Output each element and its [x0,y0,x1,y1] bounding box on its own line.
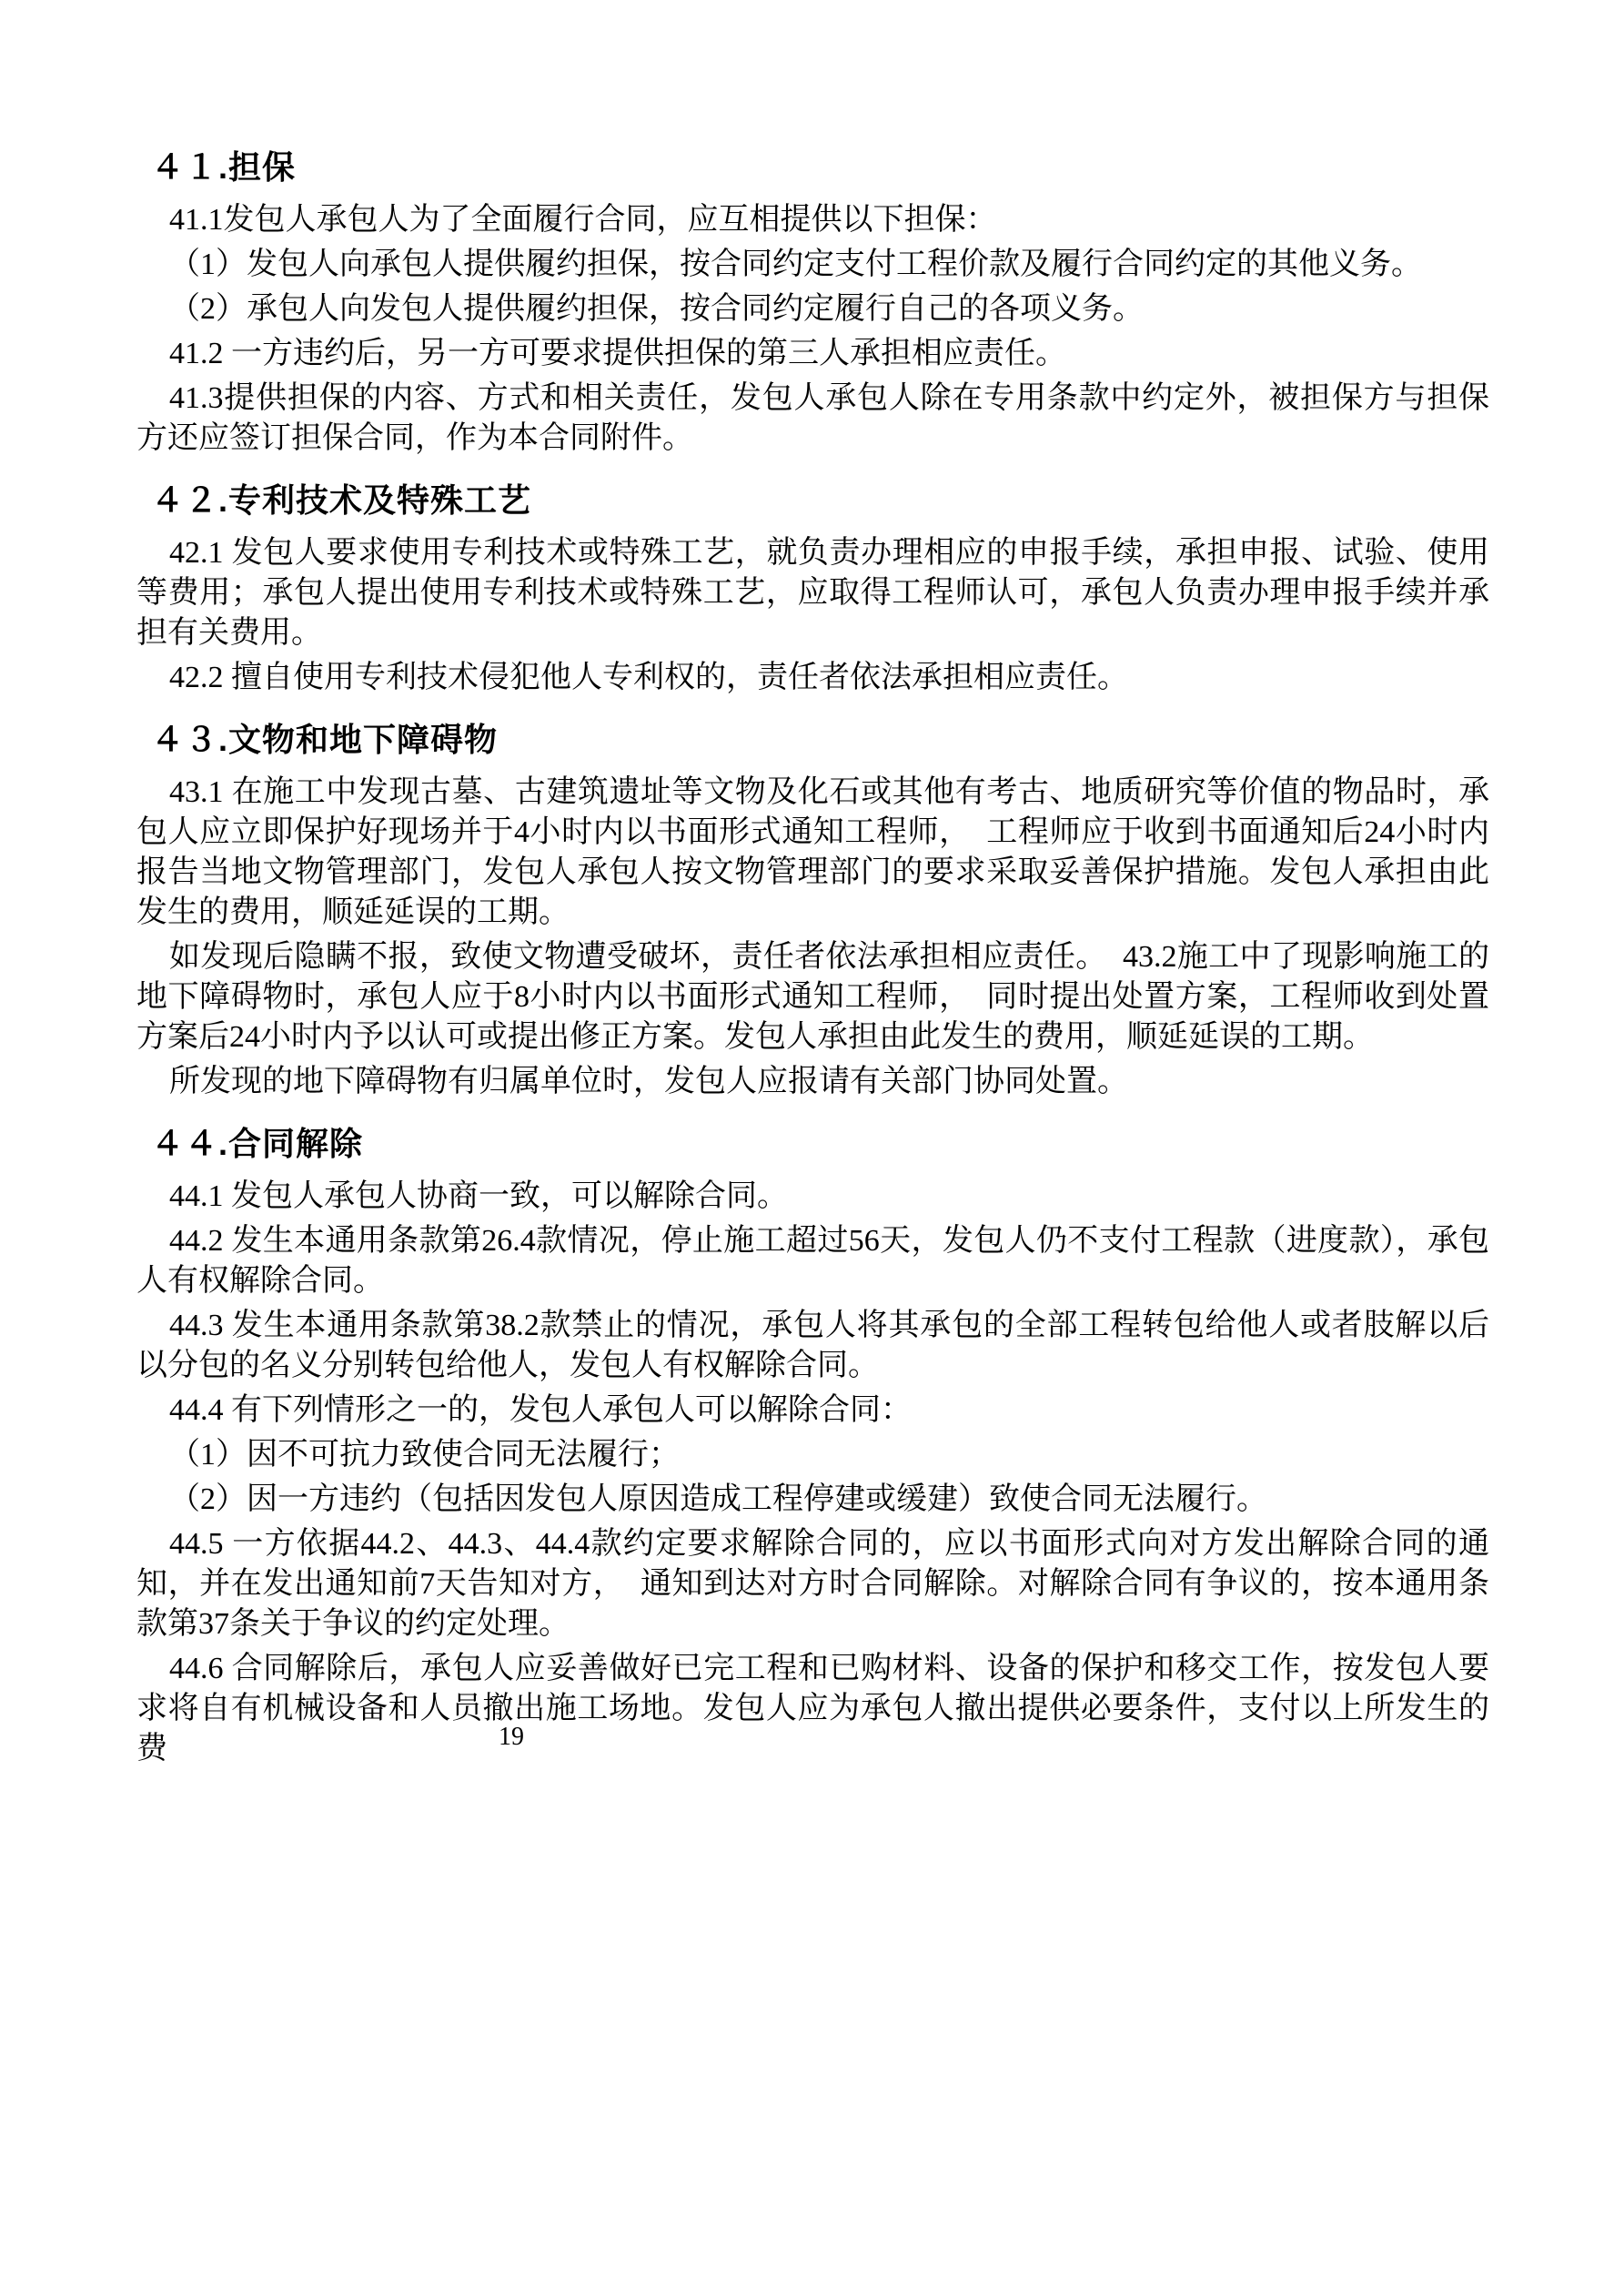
paragraph-43-3: 所发现的地下障碍物有归属单位时，发包人应报请有关部门协同处置。 [169,1065,1128,1098]
section-41-guarantee [136,146,1489,459]
section-42-heading: ４２.专利技术及特殊工艺 [151,481,532,519]
paragraph-44-4-item-2: （2）因一方违约（包括因发包人原因造成工程停建或缓建）致使合同无法履行。 [169,1482,1267,1516]
paragraph-44-4: 44.4 有下列情形之一的，发包人承包人可以解除合同： [169,1393,912,1427]
section-44-contract-termination [136,1122,1489,1769]
paragraph-41-1: 41.1发包人承包人为了全面履行合同，应互相提供以下担保： [169,203,997,237]
paragraph-41-2: 41.2 一方违约后，另一方可要求提供担保的第三人承担相应责任。 [169,337,1066,370]
section-43-relics-obstacles [136,718,1489,1102]
paragraph-41-1-item-1: （1）发包人向承包人提供履约担保，按合同约定支付工程价款及履行合同约定的其他义务。 [169,248,1422,281]
paragraph-42-2: 42.2 擅自使用专利技术侵犯他人专利权的，责任者依法承担相应责任。 [169,661,1128,694]
paragraph-42-1: 42.1 发包人要求使用专利技术或特殊工艺，就负责办理相应的申报手续，承担申报、试验、使用等费用；承包人提出使用专利技术或特殊工艺，应取得工程师认可，承包人负责办理申报手续并承担有关费用。 [136,536,1489,650]
paragraph-41-3: 41.3提供担保的内容、方式和相关责任，发包人承包人除在专用条款中约定外，被担保方与担保方还应签订担保合同，作为本合同附件。 [136,381,1489,455]
paragraph-43-2: 如发现后隐瞒不报，致使文物遭受破坏，责任者依法承担相应责任。 43.2施工中了现影响施工的地下障碍物时，承包人应于8小时内以书面形式通知工程师， 同时提出处置方案，工程师收到处置方案后24小时内予以认可或提出修正方案。发包人承担由此发生的费用，顺延延误的工期。 [136,940,1489,1054]
paragraph-41-1-item-2: （2）承包人向发包人提供履约担保，按合同约定履行自己的各项义务。 [169,292,1144,326]
paragraph-44-2: 44.2 发生本通用条款第26.4款情况，停止施工超过56天，发包人仍不支付工程款（进度款），承包人有权解除合同。 [136,1224,1489,1298]
page-number: 19 [499,1723,524,1751]
section-42-patent-technology [136,479,1489,698]
paragraph-44-3: 44.3 发生本通用条款第38.2款禁止的情况，承包人将其承包的全部工程转包给他人或者肢解以后以分包的名义分别转包给他人，发包人有权解除合同。 [136,1309,1489,1382]
paragraph-44-4-item-1: （1）因不可抗力致使合同无法履行； [169,1438,680,1472]
paragraph-44-1: 44.1 发包人承包人协商一致，可以解除合同。 [169,1179,788,1213]
paragraph-43-1: 43.1 在施工中发现古墓、古建筑遗址等文物及化石或其他有考古、地质研究等价值的物品时，承包人应立即保护好现场并于4小时内以书面形式通知工程师， 工程师应于收到书面通知后24小时内报告当地文物管理部门，发包人承包人按文物管理部门的要求采取妥善保护措施。发包人承担由此发生的费用，顺延延误的工期。 [136,775,1489,929]
section-43-heading: ４３.文物和地下障碍物 [151,721,499,758]
section-44-heading: ４４.合同解除 [151,1125,364,1162]
paragraph-44-6: 44.6 合同解除后，承包人应妥善做好已完工程和已购材料、设备的保护和移交工作，按发包人要求将自有机械设备和人员撤出施工场地。发包人应为承包人撤出提供必要条件，支付以上所发生的费 [136,1652,1489,1765]
section-41-heading: ４１.担保 [151,148,297,186]
paragraph-44-5: 44.5 一方依据44.2、44.3、44.4款约定要求解除合同的，应以书面形式向对方发出解除合同的通知，并在发出通知前7天告知对方， 通知到达对方时合同解除。对解除合同有争议的，按本通用条款第37条关于争议的约定处理。 [136,1527,1489,1641]
